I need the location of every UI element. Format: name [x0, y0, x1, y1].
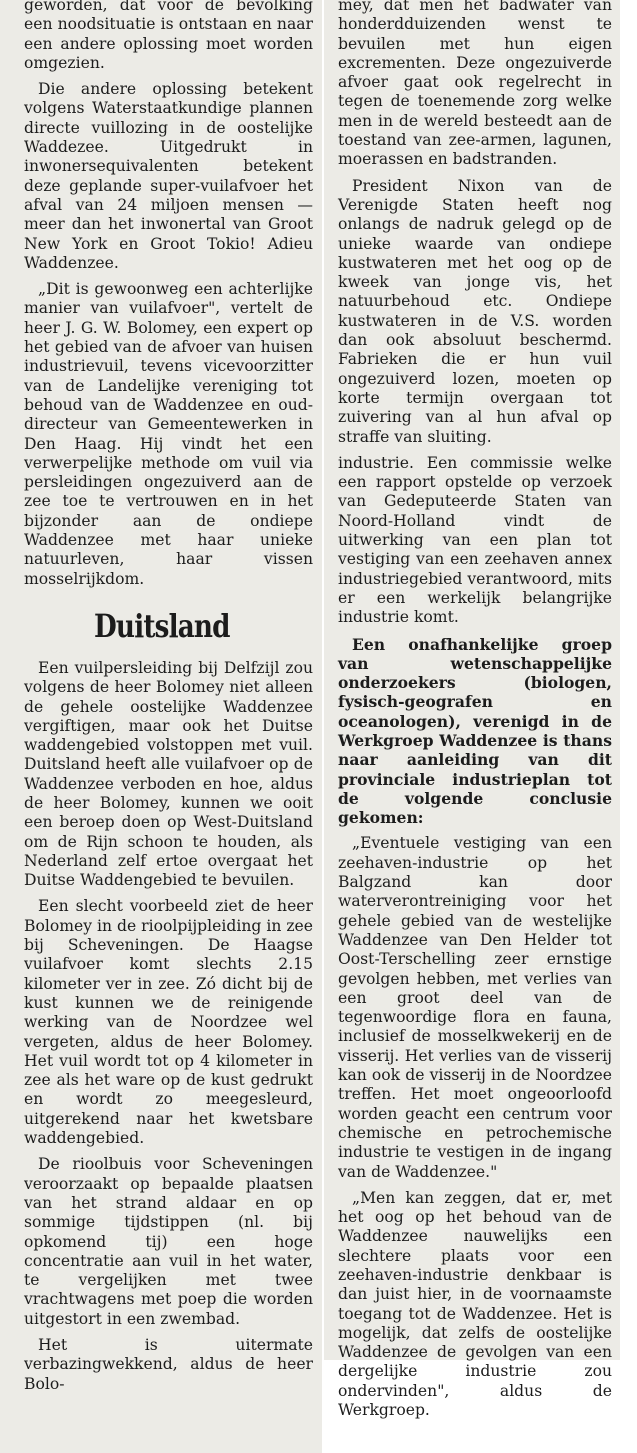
article-paragraph: Een slecht voorbeeld ziet de heer Bolomey in de rioolpijpleiding in zee bij Scheveningen. De Haagse vuilafvoer komt slechts 2.15 kilometer ver in zee. Zó dicht bij de kust kunnen we de reinigende werking van de Noordzee wel vergeten, aldus de heer Bolomey. Het vuil wordt tot op 4 kilometer in zee als het ware op de kust gedrukt en wordt zo meegesleurd, uitgerekend naar het kwetsbare waddengebied. — [24, 897, 313, 1148]
article-paragraph: Die andere oplossing betekent volgens Waterstaatkundige plannen directe vuillozing in de oostelijke Waddezee. Uitgedrukt in inwonersequivalenten betekent deze geplande super-vuilafvoer het afval van 24 miljoen mensen — meer dan het inwonertal van Groot New York en Groot Tokio! Adieu Waddenzee. — [24, 80, 313, 272]
article-paragraph: Een vuilpersleiding bij Delfzijl zou volgens de heer Bolomey niet alleen de gehele oostelijke Waddenzee vergiftigen, maar ook het Duitse waddengebied volstoppen met vuil. Duitsland heeft alle vuilafvoer op de Waddenzee verboden en hoe, aldus de heer Bolomey, kunnen we ooit een beroep doen op West-Duitsland om de Rijn schoon te houden, als Nederland zelf ertoe overgaat het Duitse Waddengebied te bevuilen. — [24, 658, 313, 890]
article-paragraph: Een onafhankelijke groep van wetenschappelijke onderzoekers (biologen, fysisch-geografen en oceanologen), verenigd in de Werkgroep Waddenzee is thans naar aanleiding van dit provinciale industrieplan tot de volgende conclusie gekomen: — [338, 634, 612, 828]
article-paragraph: „Dit is gewoonweg een achterlijke manier van vuilafvoer", vertelt de heer J. G. W. Bolomey, een expert op het gebied van de afvoer van huisen industrievuil, tevens vicevoorzitter van de Landelijke vereniging tot behoud van de Waddenzee en oud-directeur van Gemeentewerken in Den Haag. Hij vindt het een verwerpelijke methode om vuil via persleidingen ongezuiverd aan de zee toe te vertrouwen en in het bijzonder aan de ondiepe Waddenzee met haar unieke natuurleven, haar vissen mosselrijkdom. — [24, 280, 313, 588]
article-paragraph: „Men kan zeggen, dat er, met het oog op het behoud van de Waddenzee nauwelijks een slechtere plaats voor een zeehaven-industrie denkbaar is dan juist hier, in de voornaamste toegang tot de Waddenzee. Het is mogelijk, dat zelfs de oostelijke Waddenzee de gevolgen van een dergelijke industrie zou ondervinden", aldus de Werkgroep. — [338, 1188, 612, 1420]
article-paragraph: Het is uitermate verbazingwekkend, aldus de heer Bolo- — [24, 1336, 313, 1393]
page-margin — [620, 0, 637, 1453]
right-column — [324, 0, 620, 1420]
article-paragraph: mey, dat men het badwater van honderdduizenden wenst te bevuilen met hun eigen excrementen. Deze ongezuiverde afvoer gaat ook regelrecht in tegen de toenemende zorg welke men in de wereld besteedt aan de toestand van zee-armen, lagunen, moerassen en badstranden. — [338, 0, 612, 169]
article-paragraph: industrie. Een commissie welke een rapport opstelde op verzoek van Gedeputeerde Staten van Noord-Holland vindt de uitwerking van een plan tot vestiging van een zeehaven annex industriegebied verantwoord, mits er een werkelijk belangrijke industrie komt. — [338, 453, 612, 627]
article-paragraph: De rioolbuis voor Scheveningen veroorzaakt op bepaalde plaatsen van het strand aldaar en op sommige tijdstippen (nl. bij opkomend tij) een hoge concentratie aan vuil in het water, te vergelijken met twee vrachtwagens met poep die worden uitgestort in een zwembad. — [24, 1155, 313, 1328]
section-heading: Duitsland — [94, 606, 230, 645]
article-paragraph: geworden, dat voor de bevolking een noodsituatie is ontstaan en naar een andere oplossing moet worden omgezien. — [24, 0, 313, 72]
article-paragraph: „Eventuele vestiging van een zeehaven-industrie op het Balgzand kan door waterverontreiniging voor het gehele gebied van de westelijke Waddenzee van Den Helder tot Oost-Terschelling zeer ernstige gevolgen hebben, met verlies van een groot deel van de tegenwoordige flora en fauna, inclusief de mosselkwekerij en de visserij. Het verlies van de visserij kan ook de visserij in de Noordzee treffen. Het moet ongeoorloofd worden geacht een centrum voor chemische en petrochemische industrie te vestigen in de ingang van de Waddenzee." — [338, 834, 612, 1181]
article-paragraph: President Nixon van de Verenigde Staten heeft nog onlangs de nadruk gelegd op de unieke waarde van ondiepe kustwateren met het oog op de kweek van jonge vis, het natuurbehoud etc. Ondiepe kustwateren in de V.S. worden dan ook absoluut beschermd. Fabrieken die er hun vuil ongezuiverd lozen, moeten op korte termijn overgaan tot zuivering van al hun afval op straffe van sluiting. — [338, 176, 612, 446]
